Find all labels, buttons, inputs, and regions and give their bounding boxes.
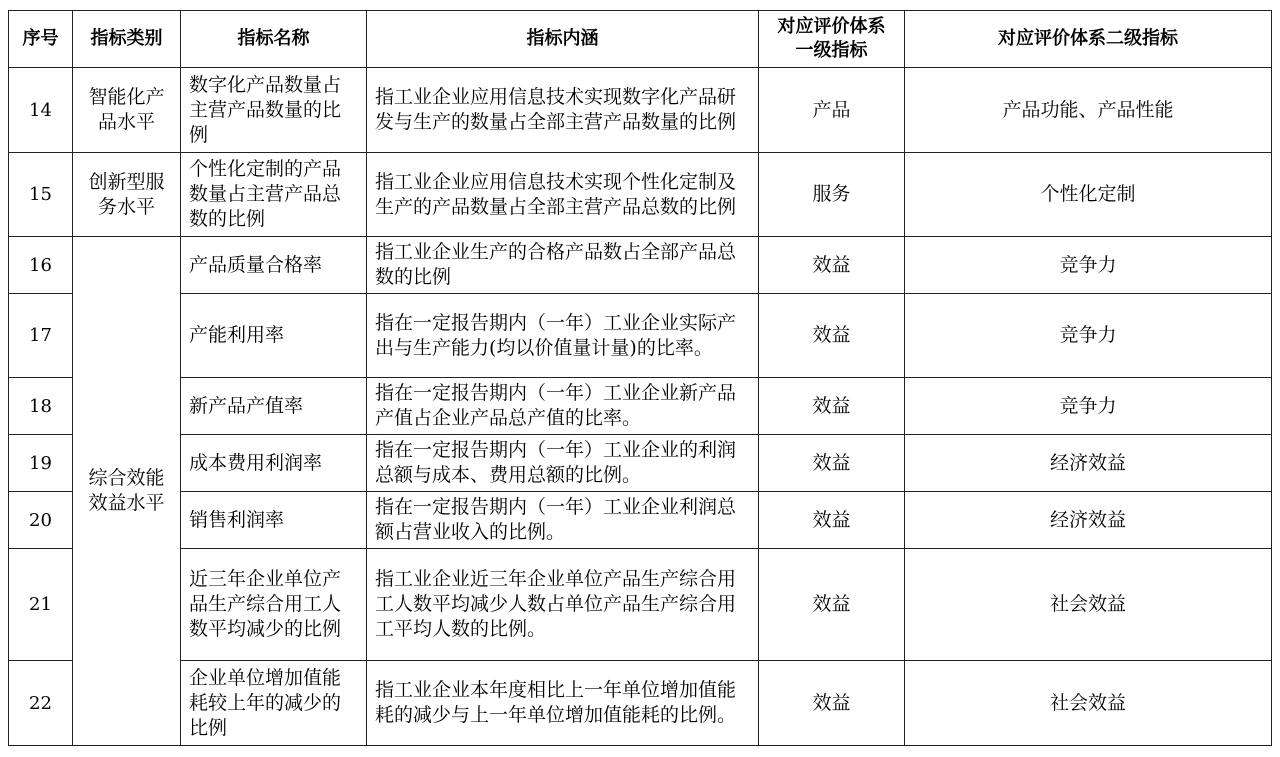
table-row <box>9 661 1272 746</box>
row-level1: 效益 <box>759 492 905 549</box>
header-level1: 对应评价体系 一级指标 <box>759 11 905 68</box>
table-row <box>9 549 1272 661</box>
header-category: 指标类别 <box>73 11 181 68</box>
row-category: 智能化产品水平 <box>73 68 181 153</box>
row-meaning: 指工业企业生产的合格产品数占全部产品总数的比例 <box>367 237 759 294</box>
row-level2: 经济效益 <box>905 492 1272 549</box>
row-no: 20 <box>9 492 73 549</box>
row-level1: 服务 <box>759 153 905 237</box>
row-name: 企业单位增加值能耗较上年的减少的比例 <box>181 661 367 746</box>
row-level2: 竞争力 <box>905 237 1272 294</box>
row-no: 17 <box>9 294 73 378</box>
table-row <box>9 237 1272 294</box>
row-name: 数字化产品数量占主营产品数量的比例 <box>181 68 367 153</box>
row-level2: 个性化定制 <box>905 153 1272 237</box>
row-meaning: 指在一定报告期内（一年）工业企业实际产出与生产能力(均以价值量计量)的比率。 <box>367 294 759 378</box>
row-level2: 竞争力 <box>905 378 1272 435</box>
row-meaning: 指工业企业本年度相比上一年单位增加值能耗的减少与上一年单位增加值能耗的比例。 <box>367 661 759 746</box>
row-level2: 产品功能、产品性能 <box>905 68 1272 153</box>
row-level2: 社会效益 <box>905 661 1272 746</box>
table-header-row <box>9 11 1272 68</box>
table-row <box>9 68 1272 153</box>
row-level2: 社会效益 <box>905 549 1272 661</box>
row-meaning: 指工业企业应用信息技术实现个性化定制及生产的产品数量占全部主营产品总数的比例 <box>367 153 759 237</box>
row-level1: 产品 <box>759 68 905 153</box>
row-no: 18 <box>9 378 73 435</box>
row-level1: 效益 <box>759 435 905 492</box>
row-name: 近三年企业单位产品生产综合用工人数平均减少的比例 <box>181 549 367 661</box>
row-meaning: 指在一定报告期内（一年）工业企业的利润总额与成本、费用总额的比例。 <box>367 435 759 492</box>
row-name: 销售利润率 <box>181 492 367 549</box>
row-category: 创新型服务水平 <box>73 153 181 237</box>
row-meaning: 指工业企业近三年企业单位产品生产综合用工人数平均减少人数占单位产品生产综合用工平均人数的比例。 <box>367 549 759 661</box>
table-row <box>9 294 1272 378</box>
row-no: 19 <box>9 435 73 492</box>
row-category-merged: 综合效能效益水平 <box>73 237 181 746</box>
row-level1: 效益 <box>759 549 905 661</box>
header-level2: 对应评价体系二级指标 <box>905 11 1272 68</box>
row-level1: 效益 <box>759 661 905 746</box>
row-no: 14 <box>9 68 73 153</box>
row-level2: 竞争力 <box>905 294 1272 378</box>
row-name: 产品质量合格率 <box>181 237 367 294</box>
row-meaning: 指工业企业应用信息技术实现数字化产品研发与生产的数量占全部主营产品数量的比例 <box>367 68 759 153</box>
row-meaning: 指在一定报告期内（一年）工业企业新产品产值占企业产品总产值的比率。 <box>367 378 759 435</box>
header-no: 序号 <box>9 11 73 68</box>
row-level2: 经济效益 <box>905 435 1272 492</box>
table-row <box>9 435 1272 492</box>
header-meaning: 指标内涵 <box>367 11 759 68</box>
row-meaning: 指在一定报告期内（一年）工业企业利润总额占营业收入的比例。 <box>367 492 759 549</box>
row-level1: 效益 <box>759 294 905 378</box>
header-name: 指标名称 <box>181 11 367 68</box>
table-row <box>9 492 1272 549</box>
row-level1: 效益 <box>759 378 905 435</box>
table-row <box>9 378 1272 435</box>
row-name: 产能利用率 <box>181 294 367 378</box>
row-name: 新产品产值率 <box>181 378 367 435</box>
row-no: 22 <box>9 661 73 746</box>
row-name: 成本费用利润率 <box>181 435 367 492</box>
row-level1: 效益 <box>759 237 905 294</box>
row-no: 21 <box>9 549 73 661</box>
row-no: 15 <box>9 153 73 237</box>
row-name: 个性化定制的产品数量占主营产品总数的比例 <box>181 153 367 237</box>
table-row <box>9 153 1272 237</box>
indicator-table <box>8 10 1272 746</box>
row-no: 16 <box>9 237 73 294</box>
